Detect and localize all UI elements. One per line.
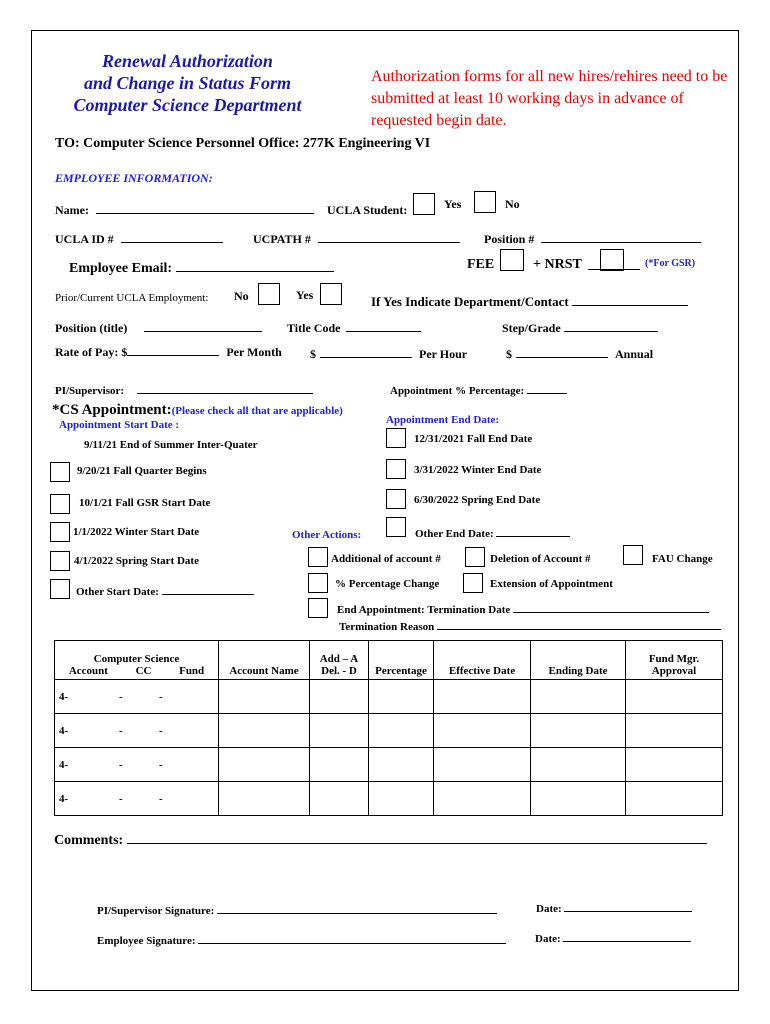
other-start-date-field[interactable] bbox=[162, 584, 254, 595]
start-option-4-checkbox[interactable] bbox=[50, 522, 70, 542]
ending-date-cell[interactable] bbox=[531, 680, 626, 714]
cs-group-header: Computer Science bbox=[93, 653, 180, 665]
effective-date-header: Effective Date bbox=[434, 641, 531, 680]
title-line-3: Computer Science Department bbox=[73, 95, 302, 115]
annual-label: Annual bbox=[615, 347, 654, 361]
cs-appointment-title: *CS Appointment: bbox=[52, 402, 172, 418]
additional-account-checkbox[interactable] bbox=[308, 547, 328, 567]
account-name-header: Account Name bbox=[219, 641, 310, 680]
annual-rate-field[interactable] bbox=[516, 347, 608, 358]
start-option-6-label: Other Start Date: bbox=[76, 586, 159, 598]
deletion-account-checkbox[interactable] bbox=[465, 547, 485, 567]
end-option-1-label: 12/31/2021 Fall End Date bbox=[414, 433, 533, 445]
comments-row bbox=[54, 833, 707, 849]
del-header: Del. - D bbox=[321, 665, 357, 677]
fund-mgr-cell[interactable] bbox=[626, 748, 723, 782]
form-title bbox=[55, 50, 320, 116]
fund-mgr-header-1: Fund Mgr. bbox=[648, 653, 700, 665]
fund-dash: - bbox=[159, 792, 163, 805]
percentage-cell[interactable] bbox=[369, 782, 434, 816]
pi-date-row bbox=[536, 901, 692, 915]
cs-appointment-heading bbox=[52, 401, 343, 419]
ending-date-cell[interactable] bbox=[531, 782, 626, 816]
start-option-4-label: 1/1/2022 Winter Start Date bbox=[73, 526, 200, 538]
ucla-id-label: UCLA ID # bbox=[55, 232, 114, 246]
start-option-6-checkbox[interactable] bbox=[50, 579, 70, 599]
start-option-3-checkbox[interactable] bbox=[50, 494, 70, 514]
start-option-5-label: 4/1/2022 Spring Start Date bbox=[74, 555, 199, 567]
if-yes-row bbox=[371, 294, 688, 310]
fee-label: FEE bbox=[467, 257, 495, 272]
ucla-student-yes-label: Yes bbox=[444, 197, 462, 211]
employee-section-label: EMPLOYEE INFORMATION: bbox=[55, 171, 213, 185]
email-label: Employee Email: bbox=[69, 261, 173, 276]
ucla-id-field[interactable] bbox=[121, 232, 223, 243]
additional-account-label: Additional of account # bbox=[331, 553, 441, 565]
appt-pct-field[interactable] bbox=[527, 383, 567, 394]
pi-signature-field[interactable] bbox=[217, 903, 497, 914]
end-appointment-checkbox[interactable] bbox=[308, 598, 328, 618]
rate-of-pay-row bbox=[55, 345, 282, 360]
comments-field[interactable] bbox=[127, 833, 707, 844]
fund-mgr-header bbox=[626, 641, 723, 680]
fund-mgr-header-2: Approval bbox=[651, 665, 697, 677]
account-prefix: 4- bbox=[59, 758, 69, 771]
percentage-cell[interactable] bbox=[369, 680, 434, 714]
monthly-rate-field[interactable] bbox=[127, 345, 219, 356]
percentage-cell[interactable] bbox=[369, 748, 434, 782]
account-name-cell[interactable] bbox=[219, 782, 310, 816]
title-code-field[interactable] bbox=[346, 321, 421, 332]
ending-date-cell[interactable] bbox=[531, 714, 626, 748]
position-num-field[interactable] bbox=[541, 232, 701, 243]
cs-appointment-note: (Please check all that are applicable) bbox=[171, 405, 343, 417]
account-cell[interactable] bbox=[55, 748, 219, 782]
end-appointment-row bbox=[337, 602, 709, 616]
email-row bbox=[69, 261, 334, 277]
account-prefix: 4- bbox=[59, 724, 69, 737]
appt-pct-row bbox=[390, 383, 567, 397]
account-cell[interactable] bbox=[55, 714, 219, 748]
pi-signature-row bbox=[97, 903, 497, 917]
effective-date-cell[interactable] bbox=[434, 748, 531, 782]
pi-date-label: Date: bbox=[536, 903, 562, 915]
pi-supervisor-field[interactable] bbox=[137, 383, 313, 394]
other-end-row bbox=[415, 526, 570, 540]
end-option-4-label: Other End Date: bbox=[415, 528, 494, 540]
pi-date-field[interactable] bbox=[564, 901, 692, 912]
ucla-student-yes-checkbox[interactable] bbox=[413, 193, 435, 215]
employee-date-field[interactable] bbox=[563, 931, 691, 942]
start-date-header: Appointment Start Date : bbox=[59, 419, 180, 431]
fund-header: Fund bbox=[179, 665, 205, 677]
ucpath-field[interactable] bbox=[318, 232, 460, 243]
table-header-row bbox=[55, 641, 723, 680]
end-option-2-checkbox[interactable] bbox=[386, 459, 406, 479]
position-title-label: Position (title) bbox=[55, 321, 128, 335]
extension-label: Extension of Appointment bbox=[490, 578, 613, 590]
account-prefix: 4- bbox=[59, 792, 69, 805]
hourly-rate-row bbox=[310, 347, 467, 362]
end-date-header: Appointment End Date: bbox=[386, 414, 500, 426]
nrst-line bbox=[588, 259, 640, 270]
fund-dash: - bbox=[159, 724, 163, 737]
ucla-student-no-checkbox[interactable] bbox=[474, 191, 496, 213]
employee-signature-label: Employee Signature: bbox=[97, 935, 196, 947]
ucpath-label: UCPATH # bbox=[253, 232, 311, 246]
cc-dash: - bbox=[119, 724, 123, 737]
percentage-header: Percentage bbox=[369, 641, 434, 680]
termination-reason-field[interactable] bbox=[437, 619, 721, 630]
account-cell[interactable] bbox=[55, 680, 219, 714]
fee-checkbox[interactable] bbox=[500, 249, 524, 271]
table-row bbox=[55, 748, 723, 782]
dollar-sign: $ bbox=[121, 345, 128, 359]
nrst-label: + NRST bbox=[533, 257, 582, 272]
add-del-cell[interactable] bbox=[310, 680, 369, 714]
end-option-3-checkbox[interactable] bbox=[386, 489, 406, 509]
employee-signature-row bbox=[97, 933, 506, 947]
prior-no-checkbox[interactable] bbox=[258, 283, 280, 305]
add-del-header bbox=[310, 641, 369, 680]
extension-checkbox[interactable] bbox=[463, 573, 483, 593]
per-hour-label: Per Hour bbox=[419, 347, 468, 361]
prior-yes-label: Yes bbox=[296, 288, 314, 302]
account-name-cell[interactable] bbox=[219, 748, 310, 782]
per-month-label: Per Month bbox=[226, 345, 282, 359]
end-option-3-label: 6/30/2022 Spring End Date bbox=[414, 494, 541, 506]
cc-dash: - bbox=[119, 758, 123, 771]
cs-account-header bbox=[55, 641, 219, 680]
comments-label: Comments: bbox=[54, 833, 124, 848]
email-field[interactable] bbox=[176, 261, 334, 272]
percentage-cell[interactable] bbox=[369, 714, 434, 748]
start-option-3-label: 10/1/21 Fall GSR Start Date bbox=[79, 497, 211, 509]
fund-dash: - bbox=[159, 690, 163, 703]
if-yes-label: If Yes Indicate Department/Contact bbox=[371, 294, 569, 309]
ucla-student-label: UCLA Student: bbox=[327, 203, 408, 217]
department-contact-field[interactable] bbox=[572, 295, 688, 306]
pct-change-label: % Percentage Change bbox=[335, 578, 440, 590]
position-num-row bbox=[484, 232, 701, 247]
other-start-row bbox=[76, 584, 254, 598]
cc-dash: - bbox=[119, 690, 123, 703]
name-row bbox=[55, 203, 314, 218]
cc-dash: - bbox=[119, 792, 123, 805]
other-actions-label: Other Actions: bbox=[292, 529, 362, 541]
account-prefix: 4- bbox=[59, 690, 69, 703]
dollar-sign: $ bbox=[310, 347, 316, 361]
position-title-field[interactable] bbox=[144, 321, 262, 332]
account-name-cell[interactable] bbox=[219, 714, 310, 748]
employee-date-label: Date: bbox=[535, 933, 561, 945]
other-end-date-field[interactable] bbox=[496, 526, 570, 537]
effective-date-cell[interactable] bbox=[434, 680, 531, 714]
dollar-sign: $ bbox=[506, 347, 512, 361]
add-del-cell[interactable] bbox=[310, 782, 369, 816]
account-subheaders bbox=[55, 665, 218, 677]
end-option-2-label: 3/31/2022 Winter End Date bbox=[414, 464, 542, 476]
ucpath-row bbox=[253, 232, 460, 247]
start-option-2-checkbox[interactable] bbox=[50, 462, 70, 482]
ending-date-cell[interactable] bbox=[531, 748, 626, 782]
start-option-2-label: 9/20/21 Fall Quarter Begins bbox=[77, 465, 207, 477]
termination-reason-row bbox=[339, 619, 721, 633]
appt-pct-label: Appointment % Percentage: bbox=[390, 385, 525, 397]
step-grade-row bbox=[502, 321, 658, 336]
effective-date-cell[interactable] bbox=[434, 782, 531, 816]
step-grade-label: Step/Grade bbox=[502, 321, 561, 335]
prior-no-label: No bbox=[234, 289, 249, 303]
title-code-row bbox=[287, 321, 421, 336]
fund-dash: - bbox=[159, 758, 163, 771]
annual-rate-row bbox=[506, 347, 653, 362]
pct-change-checkbox[interactable] bbox=[308, 573, 328, 593]
account-header: Account bbox=[68, 665, 108, 677]
name-field[interactable] bbox=[96, 203, 314, 214]
cc-header: CC bbox=[135, 665, 152, 677]
add-del-cell[interactable] bbox=[310, 714, 369, 748]
fau-change-checkbox[interactable] bbox=[623, 545, 643, 565]
ucla-student-no-label: No bbox=[505, 197, 520, 211]
hourly-rate-field[interactable] bbox=[320, 347, 412, 358]
end-option-1-checkbox[interactable] bbox=[386, 428, 406, 448]
name-label: Name: bbox=[55, 203, 89, 217]
table-row bbox=[55, 782, 723, 816]
add-header: Add – A bbox=[319, 653, 359, 665]
fund-mgr-cell[interactable] bbox=[626, 782, 723, 816]
table-row bbox=[55, 714, 723, 748]
ending-date-header: Ending Date bbox=[531, 641, 626, 680]
start-option-5-checkbox[interactable] bbox=[50, 551, 70, 571]
end-option-4-checkbox[interactable] bbox=[386, 517, 406, 537]
account-name-cell[interactable] bbox=[219, 680, 310, 714]
ucla-id-row bbox=[55, 232, 223, 247]
submission-notice: Authorization forms for all new hires/rehires need to be submitted at least 10 working days in advance of requested begin date. bbox=[371, 68, 728, 129]
table-row bbox=[55, 680, 723, 714]
end-appointment-label: End Appointment: Termination Date bbox=[337, 604, 511, 616]
account-table bbox=[54, 640, 723, 816]
pi-supervisor-label: PI/Supervisor: bbox=[55, 385, 125, 397]
rate-of-pay-label: Rate of Pay: bbox=[55, 345, 119, 359]
fau-change-label: FAU Change bbox=[652, 553, 713, 565]
to-line: TO: Computer Science Personnel Office: 277K Engineering VI bbox=[55, 136, 431, 151]
deletion-account-label: Deletion of Account # bbox=[490, 553, 591, 565]
effective-date-cell[interactable] bbox=[434, 714, 531, 748]
add-del-cell[interactable] bbox=[310, 748, 369, 782]
termination-reason-label: Termination Reason bbox=[339, 621, 435, 633]
position-num-label: Position # bbox=[484, 232, 535, 246]
start-option-1-label: 9/11/21 End of Summer Inter-Quater bbox=[84, 439, 258, 451]
employee-signature-field[interactable] bbox=[198, 933, 506, 944]
termination-date-field[interactable] bbox=[513, 602, 709, 613]
employee-date-row bbox=[535, 931, 691, 945]
account-cell[interactable] bbox=[55, 782, 219, 816]
prior-yes-checkbox[interactable] bbox=[320, 283, 342, 305]
fund-mgr-cell[interactable] bbox=[626, 714, 723, 748]
position-title-row bbox=[55, 321, 262, 336]
fund-mgr-cell[interactable] bbox=[626, 680, 723, 714]
prior-employment-label: Prior/Current UCLA Employment: bbox=[55, 292, 209, 304]
step-grade-field[interactable] bbox=[564, 321, 658, 332]
pi-supervisor-row bbox=[55, 383, 313, 397]
title-line-1: Renewal Authorization bbox=[102, 51, 273, 71]
title-line-2: and Change in Status Form bbox=[83, 73, 292, 93]
pi-signature-label: PI/Supervisor Signature: bbox=[97, 905, 215, 917]
gsr-note: (*For GSR) bbox=[645, 258, 696, 269]
title-code-label: Title Code bbox=[287, 321, 341, 335]
